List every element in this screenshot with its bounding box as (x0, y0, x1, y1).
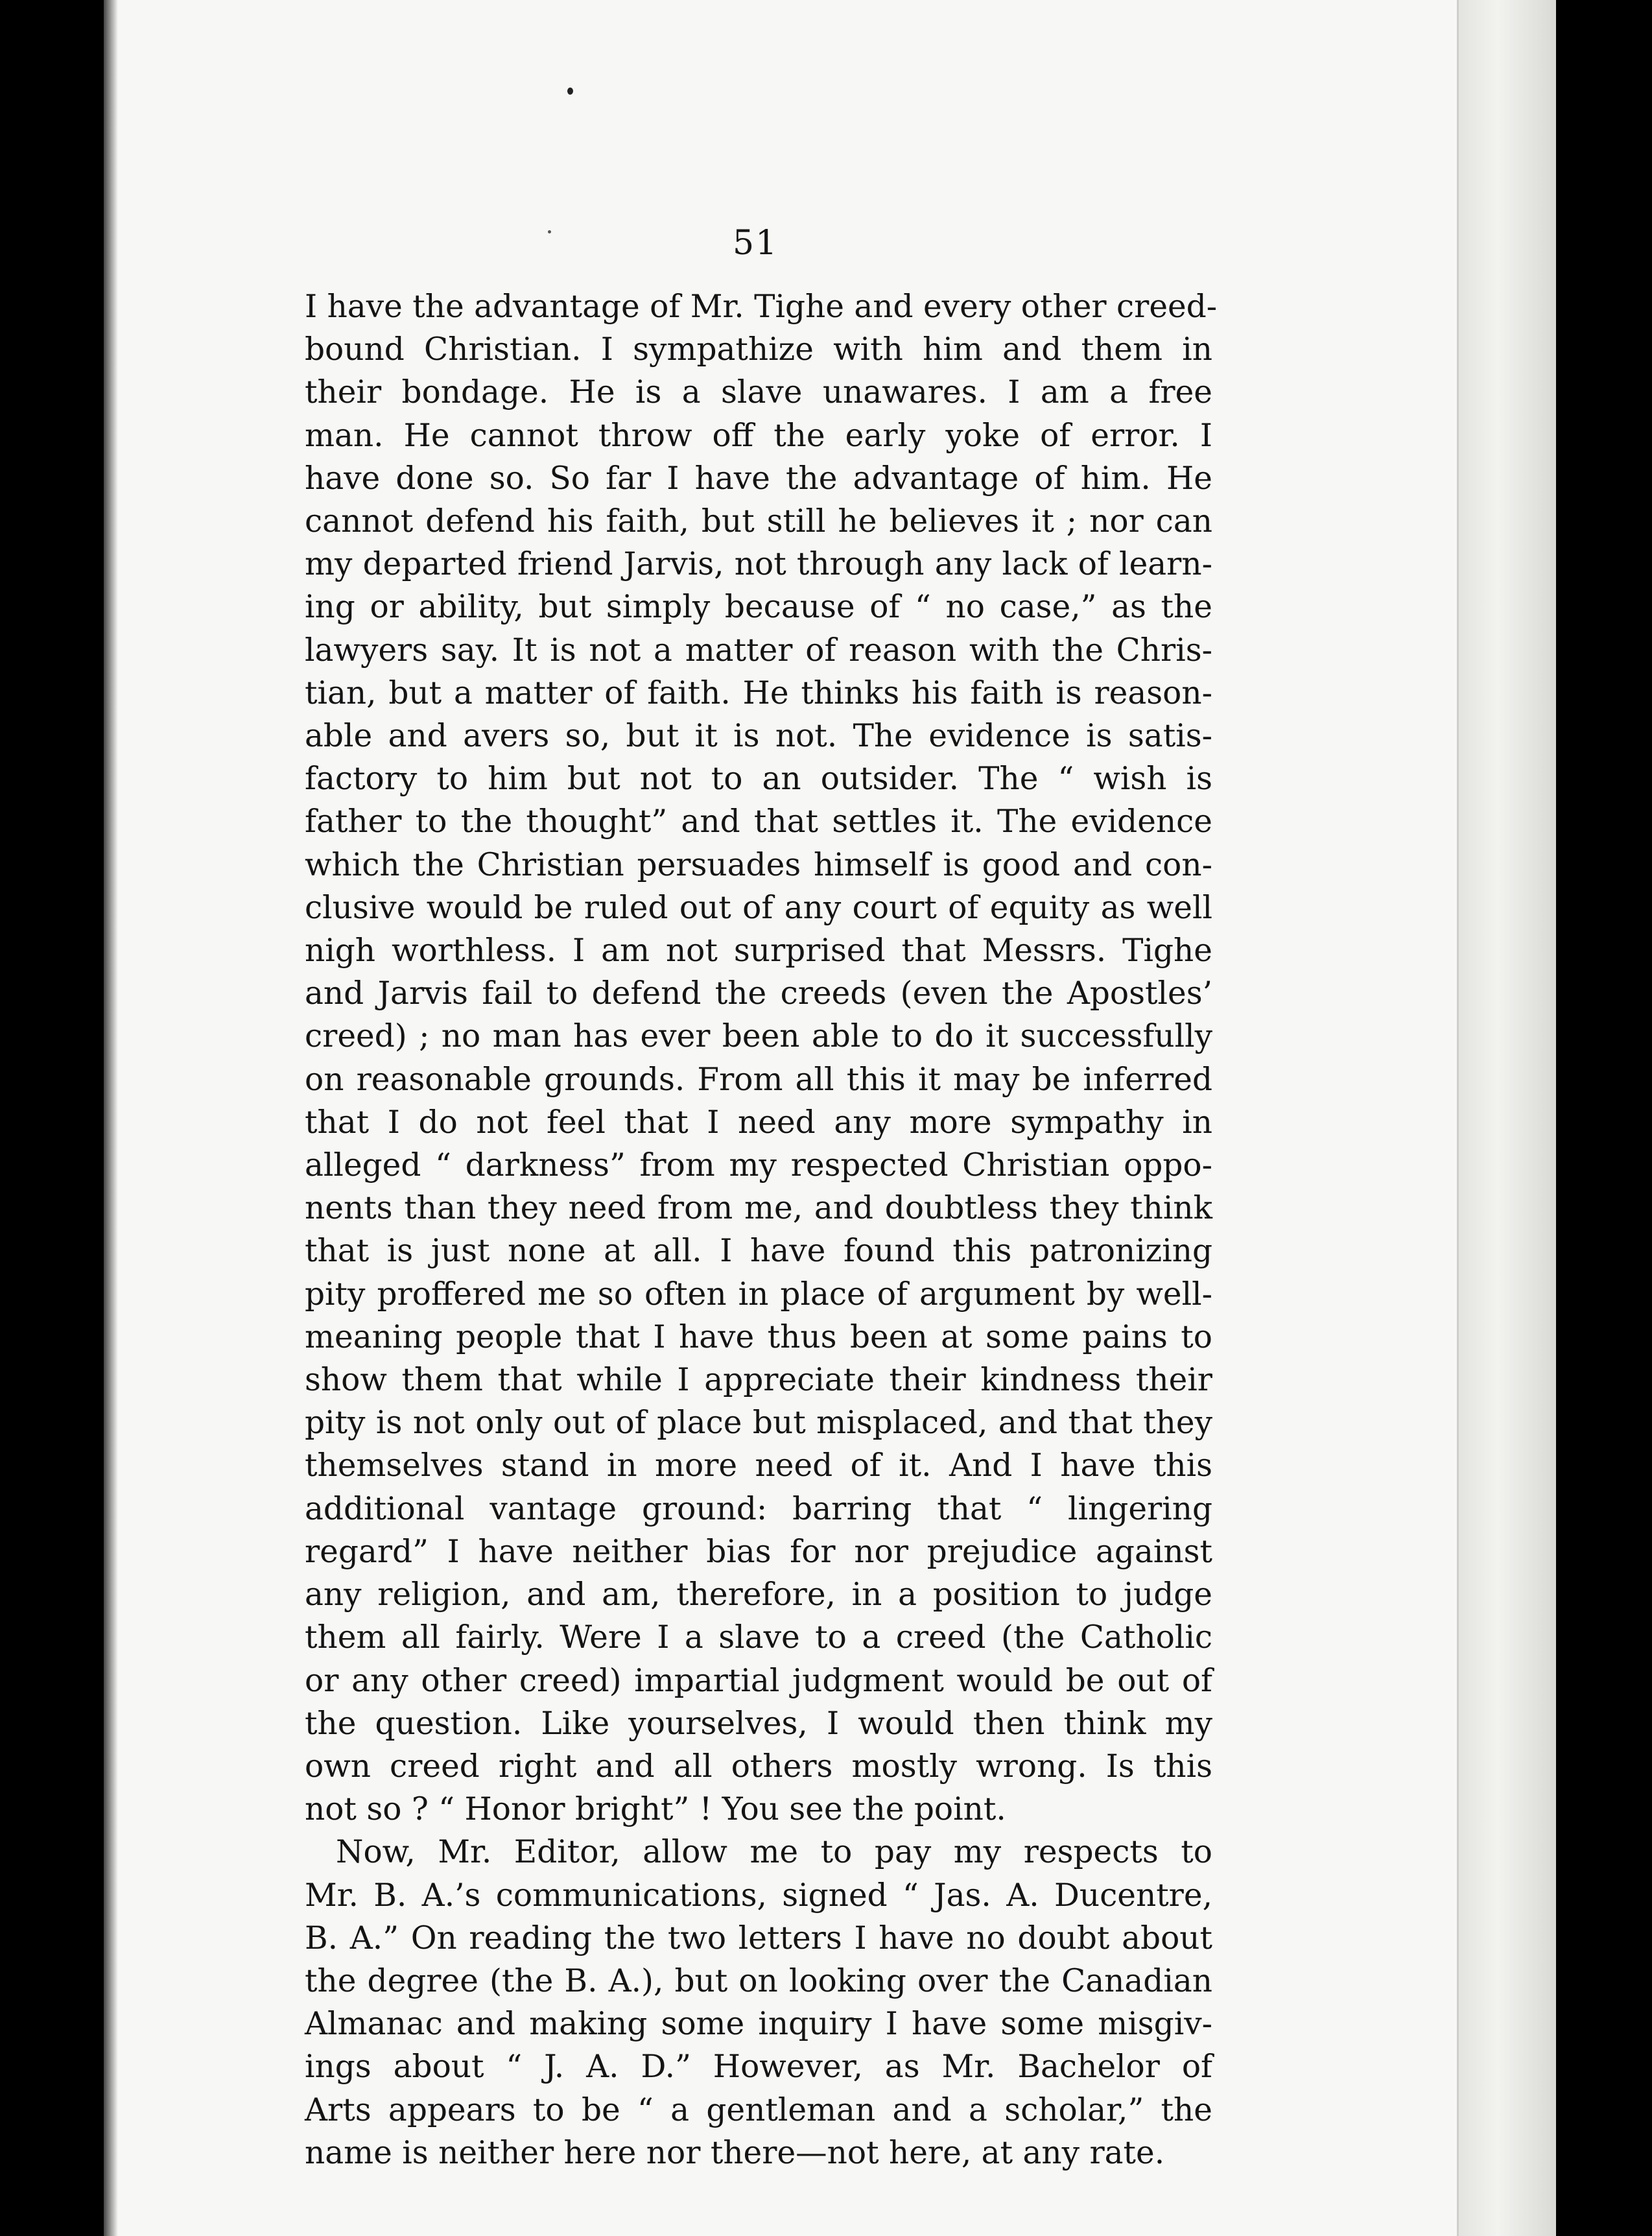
text-line: and Jarvis fail to defend the creeds (even the Apostles’ (305, 975, 1212, 1012)
text-line: that I do not feel that I need any more sympathy in (305, 1104, 1212, 1141)
text-line: Mr. B. A.’s communications, signed “ Jas. A. Ducentre, (305, 1877, 1212, 1914)
text-line: pity is not only out of place but misplaced, and that they (305, 1405, 1212, 1442)
text-line: able and avers so, but it is not. The evidence is satis- (305, 718, 1212, 755)
body-text (305, 285, 1218, 2174)
text-line: themselves stand in more need of it. And I have this (305, 1447, 1212, 1484)
text-line: bound Christian. I sympathize with him and them in (305, 331, 1212, 368)
ink-speck (567, 88, 573, 95)
ink-speck (548, 230, 551, 233)
text-line: tian, but a matter of faith. He thinks his faith is reason- (305, 674, 1212, 711)
text-line: the question. Like yourselves, I would then think my (305, 1705, 1212, 1742)
text-line: father to the thought” and that settles it. The evidence (305, 803, 1212, 840)
text-line: name is neither here nor there—not here, at any rate. (305, 2134, 1165, 2171)
text-line: on reasonable grounds. From all this it may be inferred (305, 1061, 1212, 1098)
paragraph (305, 285, 1218, 1831)
text-line: nents than they need from me, and doubtless they think (305, 1190, 1212, 1227)
text-line: them all fairly. Were I a slave to a creed (the Catholic (305, 1619, 1212, 1656)
text-line: not so ? “ Honor bright” ! You see the point. (305, 1791, 1006, 1828)
text-line: own creed right and all others mostly wrong. Is this (305, 1748, 1212, 1785)
text-line: nigh worthless. I am not surprised that Messrs. Tighe (305, 933, 1212, 969)
text-line: pity proffered me so often in place of argument by well- (305, 1276, 1212, 1313)
text-line: ing or ability, but simply because of “ no case,” as the (305, 589, 1212, 626)
text-line: man. He cannot throw off the early yoke of error. I (305, 417, 1212, 454)
text-line: Arts appears to be “ a gentleman and a scholar,” the (305, 2091, 1212, 2128)
text-line: any religion, and am, therefore, in a position to judge (305, 1576, 1212, 1613)
text-line: show them that while I appreciate their kindness their (305, 1362, 1212, 1399)
text-line: B. A.” On reading the two letters I have no doubt about (305, 1920, 1212, 1956)
text-line: that is just none at all. I have found this patronizing (305, 1233, 1212, 1270)
text-line: Almanac and making some inquiry I have some misgiv- (305, 2006, 1212, 2043)
text-line: their bondage. He is a slave unawares. I am a free (305, 374, 1212, 411)
text-line: my departed friend Jarvis, not through any lack of learn- (305, 546, 1212, 583)
text-line: meaning people that I have thus been at some pains to (305, 1318, 1212, 1355)
text-line: regard” I have neither bias for nor prejudice against (305, 1533, 1212, 1570)
paragraph (305, 1831, 1212, 2174)
text-line: cannot defend his faith, but still he believes it ; nor can (305, 503, 1212, 540)
text-line: factory to him but not to an outsider. The “ wish is (305, 761, 1212, 798)
text-line: lawyers say. It is not a matter of reason with the Chris- (305, 632, 1212, 669)
page-number: 51 (733, 224, 779, 263)
text-line: which the Christian persuades himself is good and con- (305, 846, 1212, 883)
text-line: creed) ; no man has ever been able to do it successfully (305, 1018, 1212, 1055)
text-line: ings about “ J. A. D.” However, as Mr. Bachelor of (305, 2049, 1212, 2086)
text-line: additional vantage ground: barring that “ lingering (305, 1490, 1212, 1527)
text-line: Now, Mr. Editor, allow me to pay my respects to (336, 1834, 1212, 1871)
text-line: I have the advantage of Mr. Tighe and every other creed- (305, 289, 1218, 325)
text-line: the degree (the B. A.), but on looking over the Canadian (305, 1962, 1212, 1999)
gutter-shadow (104, 0, 118, 2236)
text-line: or any other creed) impartial judgment would be out of (305, 1662, 1212, 1699)
text-line: have done so. So far I have the advantage of him. He (305, 460, 1212, 497)
page-edge (1457, 0, 1556, 2236)
text-line: clusive would be ruled out of any court of equity as well (305, 889, 1212, 926)
text-line: alleged “ darkness” from my respected Christian oppo- (305, 1147, 1212, 1184)
